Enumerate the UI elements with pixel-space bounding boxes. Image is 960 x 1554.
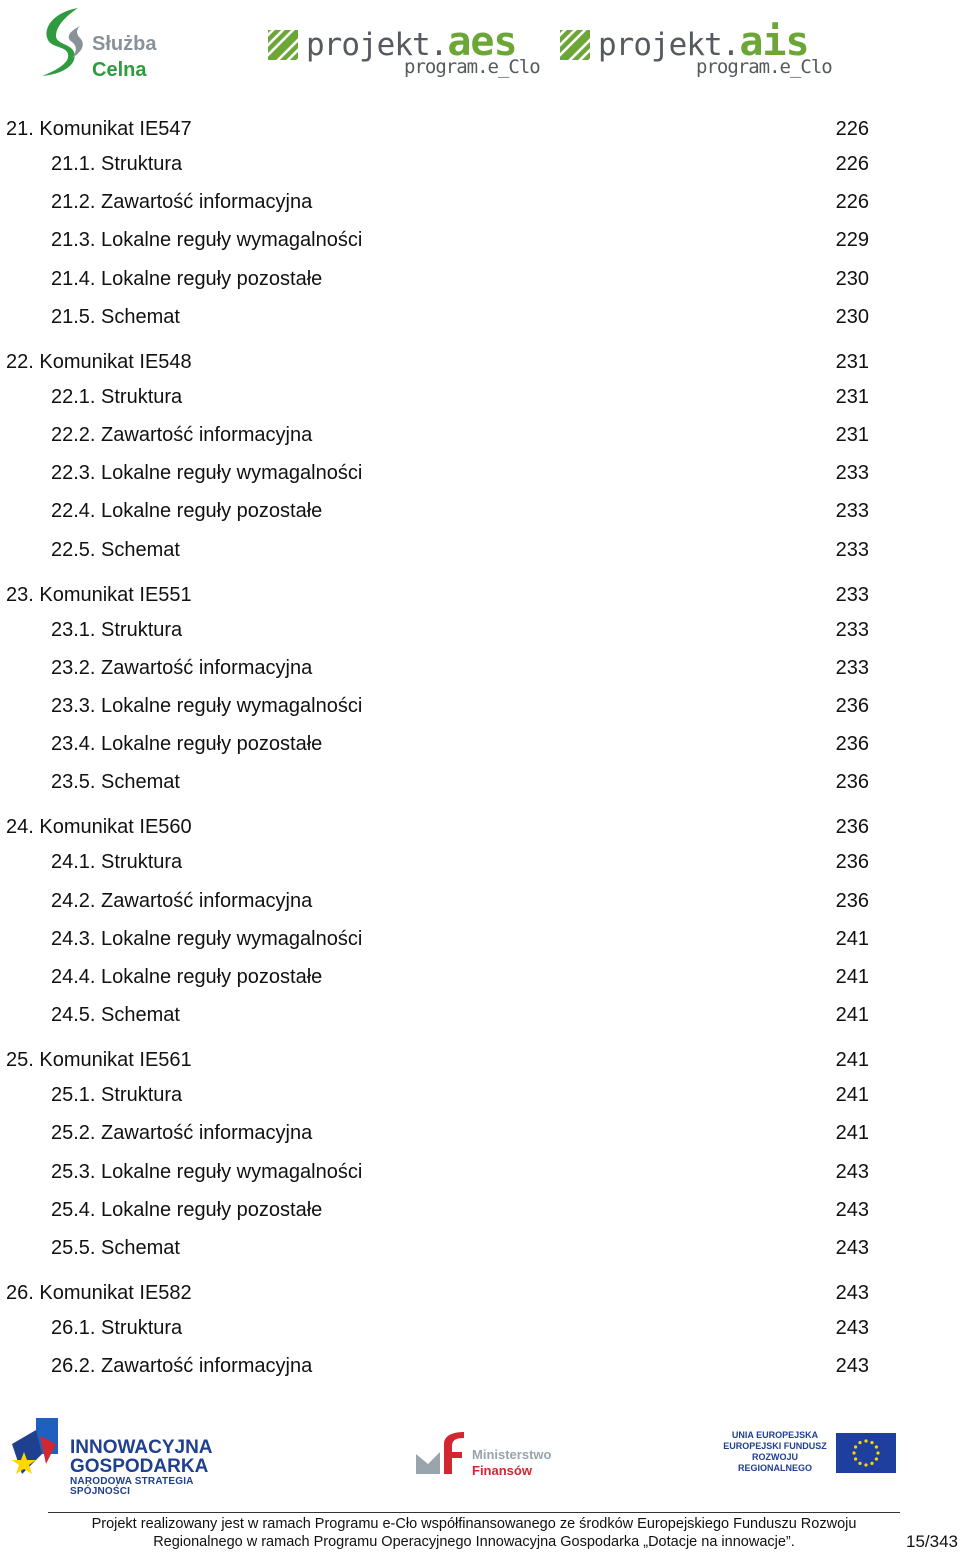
- toc-label: 24.1. Struktura: [51, 851, 183, 874]
- toc-page-number: 236: [835, 733, 869, 756]
- projekt-ais-word: projekt.ais: [598, 19, 809, 65]
- toc-page-number: 243: [835, 1282, 869, 1304]
- eu-star-icon: [854, 1445, 857, 1448]
- toc-page-number: 233: [835, 538, 869, 561]
- toc-section[interactable]: [0, 1353, 960, 1379]
- toc-section[interactable]: [0, 888, 960, 914]
- toc-label: 25. Komunikat IE561: [6, 1049, 192, 1072]
- toc-section[interactable]: [0, 460, 960, 486]
- toc-label: 25.1. Struktura: [51, 1084, 183, 1107]
- eu-star-icon: [876, 1451, 879, 1454]
- toc-label: 22.4. Lokalne reguły pozostałe: [51, 500, 323, 523]
- toc-page-number: 231: [835, 385, 869, 408]
- projekt-aes-logo: [268, 8, 540, 80]
- toc-label: 21.3. Lokalne reguły wymagalności: [51, 229, 363, 252]
- toc-page-number: 243: [835, 1355, 869, 1378]
- toc-label: 24.2. Zawartość informacyjna: [51, 889, 313, 912]
- sluzba-celna-logo: [38, 6, 178, 81]
- toc-page-number: 226: [835, 153, 869, 175]
- toc-section[interactable]: [0, 537, 960, 563]
- toc-label: 24.3. Lokalne reguły wymagalności: [51, 927, 363, 950]
- toc-section[interactable]: [0, 926, 960, 952]
- ig-title-line3: NARODOWA STRATEGIA SPÓJNOŚCI: [70, 1476, 194, 1497]
- footer-line1: Projekt realizowany jest w ramach Programu e-Cło współfinansowanego ze środków Europejskiego Funduszu Rozwoju: [91, 1516, 857, 1532]
- toc-section[interactable]: [0, 189, 960, 215]
- toc-label: 21.4. Lokalne reguły pozostałe: [51, 267, 323, 290]
- toc-page-number: 243: [835, 1237, 869, 1259]
- toc-label: 21.5. Schemat: [51, 305, 180, 328]
- toc-label: 26.2. Zawartość informacyjna: [51, 1355, 313, 1378]
- eu-star-icon: [870, 1462, 873, 1465]
- toc-label: 23.3. Lokalne reguły wymagalności: [51, 695, 363, 717]
- footer-line2: Regionalnego w ramach Programu Operacyjnego Innowacyjna Gospodarka „Dotacje na innowacje”.: [153, 1534, 795, 1550]
- ue-line2: EUROPEJSKI FUNDUSZ: [723, 1441, 827, 1451]
- toc-chapter[interactable]: [0, 1280, 960, 1306]
- toc-section[interactable]: [0, 1235, 960, 1261]
- ig-title-line1: INNOWACYJNA: [70, 1437, 213, 1458]
- toc-label: 22. Komunikat IE548: [6, 350, 192, 373]
- eu-star-icon: [875, 1445, 878, 1448]
- projekt-ais-logo: [560, 8, 832, 80]
- toc-page-number: 233: [835, 500, 869, 523]
- projekt-aes-sub: program.e_Clo: [404, 56, 540, 78]
- toc-section[interactable]: [0, 1315, 960, 1341]
- projekt-ais-sub: program.e_Clo: [696, 56, 832, 78]
- toc-section[interactable]: [0, 1197, 960, 1223]
- toc-page-number: 241: [835, 1004, 869, 1027]
- mf-line2: Finansów: [472, 1463, 532, 1478]
- eu-flag-icon: [836, 1433, 896, 1473]
- toc-page-number: 241: [835, 1084, 869, 1107]
- footer-divider: [48, 1512, 900, 1513]
- toc-section[interactable]: [0, 1002, 960, 1028]
- toc-page-number: 233: [835, 618, 869, 641]
- toc-chapter[interactable]: [0, 814, 960, 840]
- toc-section[interactable]: [0, 266, 960, 292]
- toc-section[interactable]: [0, 617, 960, 643]
- page-number: 15/343: [906, 1532, 958, 1551]
- toc-section[interactable]: [0, 422, 960, 448]
- projekt-aes-word: projekt.aes: [306, 19, 517, 65]
- toc-page-number: 241: [835, 1122, 869, 1145]
- footer-logos: [0, 1410, 960, 1496]
- toc-label: 22.5. Schemat: [51, 538, 180, 561]
- star-flag-icon: [6, 1414, 62, 1490]
- toc-page-number: 241: [835, 1049, 869, 1072]
- toc-page-number: 236: [835, 851, 869, 874]
- toc-label: 25.5. Schemat: [51, 1237, 180, 1259]
- ais-suffix: ais: [739, 19, 809, 65]
- toc-label: 21.2. Zawartość informacyjna: [51, 191, 313, 214]
- toc-label: 21. Komunikat IE547: [6, 118, 192, 140]
- toc-page-number: 236: [835, 771, 869, 794]
- mf-line1: Ministerstwo: [472, 1447, 552, 1462]
- toc-section[interactable]: [0, 384, 960, 410]
- toc-page-number: 243: [835, 1317, 869, 1339]
- innowacyjna-gospodarka-logo: [6, 1414, 246, 1497]
- toc-label: 22.3. Lokalne reguły wymagalności: [51, 462, 363, 485]
- toc-page-number: 230: [835, 305, 869, 328]
- toc-page-number: 231: [835, 350, 869, 373]
- toc-label: 26. Komunikat IE582: [6, 1282, 192, 1304]
- toc-section[interactable]: [0, 227, 960, 253]
- toc-label: 26.1. Struktura: [51, 1317, 183, 1339]
- footer-text: [48, 1515, 900, 1551]
- ministerstwo-finansow-logo: [414, 1430, 574, 1480]
- toc-label: 23. Komunikat IE551: [6, 583, 192, 606]
- toc-page-number: 230: [835, 267, 869, 290]
- toc-page-number: 229: [835, 229, 869, 252]
- eu-star-icon: [858, 1462, 861, 1465]
- ue-text: [720, 1430, 830, 1474]
- toc-label: 23.5. Schemat: [51, 771, 180, 794]
- eu-star-icon: [858, 1441, 861, 1444]
- stripes-icon: [268, 30, 298, 60]
- toc-page-number: 231: [835, 424, 869, 446]
- toc-section[interactable]: [0, 304, 960, 330]
- toc-page-number: 236: [835, 889, 869, 912]
- toc-page-number: 241: [835, 927, 869, 950]
- eu-stars-icon: [836, 1433, 896, 1473]
- toc-label: 25.2. Zawartość informacyjna: [51, 1122, 313, 1145]
- eu-star-icon: [875, 1457, 878, 1460]
- toc-page-number: 241: [835, 966, 869, 988]
- toc-page-number: 243: [835, 1160, 869, 1183]
- stripes-icon: [560, 30, 590, 60]
- toc-page-number: 233: [835, 462, 869, 485]
- toc-label: 24.4. Lokalne reguły pozostałe: [51, 966, 323, 988]
- toc-label: 23.1. Struktura: [51, 618, 183, 641]
- aes-suffix: aes: [447, 19, 517, 65]
- toc-label: 22.1. Struktura: [51, 385, 183, 408]
- toc-chapter[interactable]: [0, 349, 960, 375]
- ue-line1: UNIA EUROPEJSKA: [731, 1430, 819, 1440]
- toc-page-number: 236: [835, 695, 869, 717]
- toc-page-number: 236: [835, 816, 869, 839]
- toc-section[interactable]: [0, 769, 960, 795]
- toc-page-number: 233: [835, 656, 869, 679]
- sluzba-celna-line2: Celna: [92, 59, 147, 81]
- toc-page-number: 233: [835, 583, 869, 606]
- toc-label: 25.3. Lokalne reguły wymagalności: [51, 1160, 363, 1183]
- toc-label: 24. Komunikat IE560: [6, 816, 192, 839]
- toc-page-number: 243: [835, 1198, 869, 1221]
- unia-europejska-logo: [723, 1430, 900, 1478]
- toc-label: 23.2. Zawartość informacyjna: [51, 656, 313, 679]
- sluzba-celna-emblem-icon: [38, 6, 88, 78]
- toc-section[interactable]: [0, 1120, 960, 1146]
- eu-star-icon: [854, 1457, 857, 1460]
- toc-label: 23.4. Lokalne reguły pozostałe: [51, 733, 323, 756]
- eu-star-icon: [870, 1441, 873, 1444]
- toc-section[interactable]: [0, 1082, 960, 1108]
- toc-label: 24.5. Schemat: [51, 1004, 180, 1027]
- toc-page-number: 226: [835, 118, 869, 140]
- toc-section[interactable]: [0, 498, 960, 524]
- toc-page-number: 226: [835, 191, 869, 214]
- mf-emblem-icon: [414, 1430, 470, 1476]
- toc-chapter[interactable]: [0, 1047, 960, 1073]
- toc-chapter[interactable]: [0, 582, 960, 608]
- ig-title-line2: GOSPODARKA: [70, 1456, 209, 1477]
- toc-label: 25.4. Lokalne reguły pozostałe: [51, 1198, 323, 1221]
- toc-section[interactable]: [0, 849, 960, 875]
- toc-label: 22.2. Zawartość informacyjna: [51, 424, 313, 446]
- page-header: [0, 0, 960, 90]
- toc-section[interactable]: [0, 1159, 960, 1185]
- toc-section[interactable]: [0, 151, 960, 177]
- toc-section[interactable]: [0, 655, 960, 681]
- sluzba-celna-line1: Służba: [92, 33, 157, 55]
- ue-line3: ROZWOJU REGIONALNEGO: [737, 1452, 812, 1473]
- eu-star-icon: [852, 1451, 855, 1454]
- toc-label: 21.1. Struktura: [51, 153, 183, 175]
- toc-chapter[interactable]: [0, 116, 960, 142]
- toc-section[interactable]: [0, 964, 960, 990]
- toc-section[interactable]: [0, 731, 960, 757]
- eu-star-icon: [864, 1463, 867, 1466]
- eu-star-icon: [864, 1439, 867, 1442]
- toc-section[interactable]: [0, 693, 960, 719]
